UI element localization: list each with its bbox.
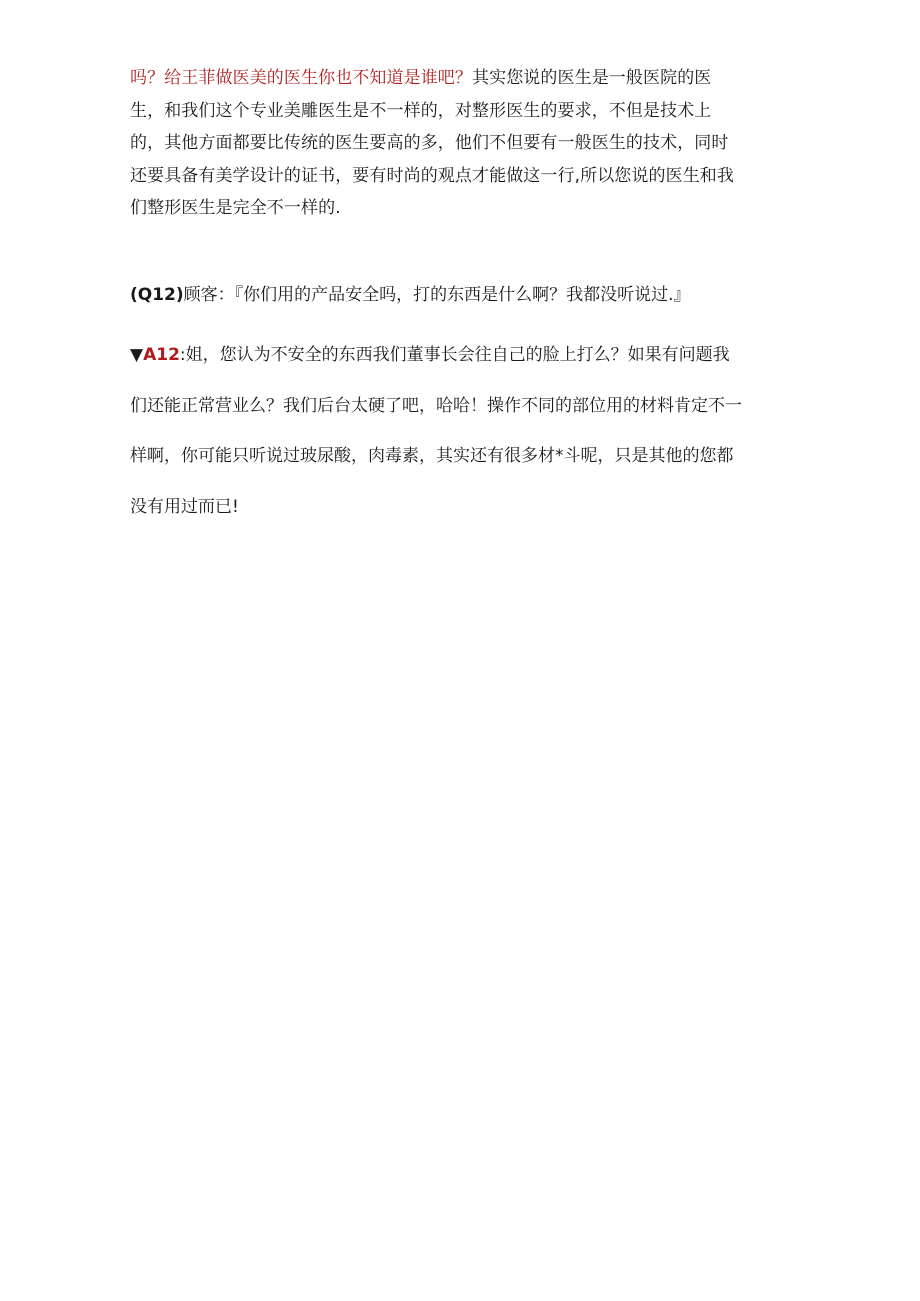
answer-a12 [130,330,800,532]
question-q12 [130,283,800,307]
answer-line: 没有用过而已! [130,496,239,517]
paragraph-line: 们整形医生是完全不一样的. [130,198,341,218]
paragraph-line: 的，其他方面都要比传统的医生要高的多，他们不但要有一般医生的技术，同时 [130,133,729,153]
answer-text: :姐，您认为不安全的东西我们董事长会往自己的脸上打么？如果有问题我 [179,345,730,365]
answer-line [130,330,800,381]
triangle-down-icon: ▼ [130,345,144,365]
paragraph-line: 生，和我们这个专业美雕医生是不一样的，对整形医生的要求，不但是技术上 [130,100,712,121]
paragraph-text: 其实您说的医生是一般医院的医 [472,68,712,88]
paragraph-line: 还要具备有美学设计的证书，要有时尚的观点才能做这一行,所以您说的医生和我 [130,165,735,186]
highlighted-text: 吗？给王菲做医美的医生你也不知道是谁吧？ [130,68,472,88]
answer-line: 样啊，你可能只听说过玻尿酸，肉毒素，其实还有很多材*斗呢，只是其他的您都 [130,446,734,466]
question-label: (Q12) [130,285,184,305]
question-text: 『你们用的产品安全吗，打的东西是什么啊？我都没听说过.』 [234,285,691,305]
answer-paragraph-continued [130,62,790,225]
answer-line: 们还能正常营业么？我们后台太硬了吧，哈哈！操作不同的部位用的材料肯定不一 [130,395,742,416]
question-speaker: 顾客： [183,285,235,305]
answer-label: A12 [143,345,180,365]
paragraph-line [130,62,790,95]
